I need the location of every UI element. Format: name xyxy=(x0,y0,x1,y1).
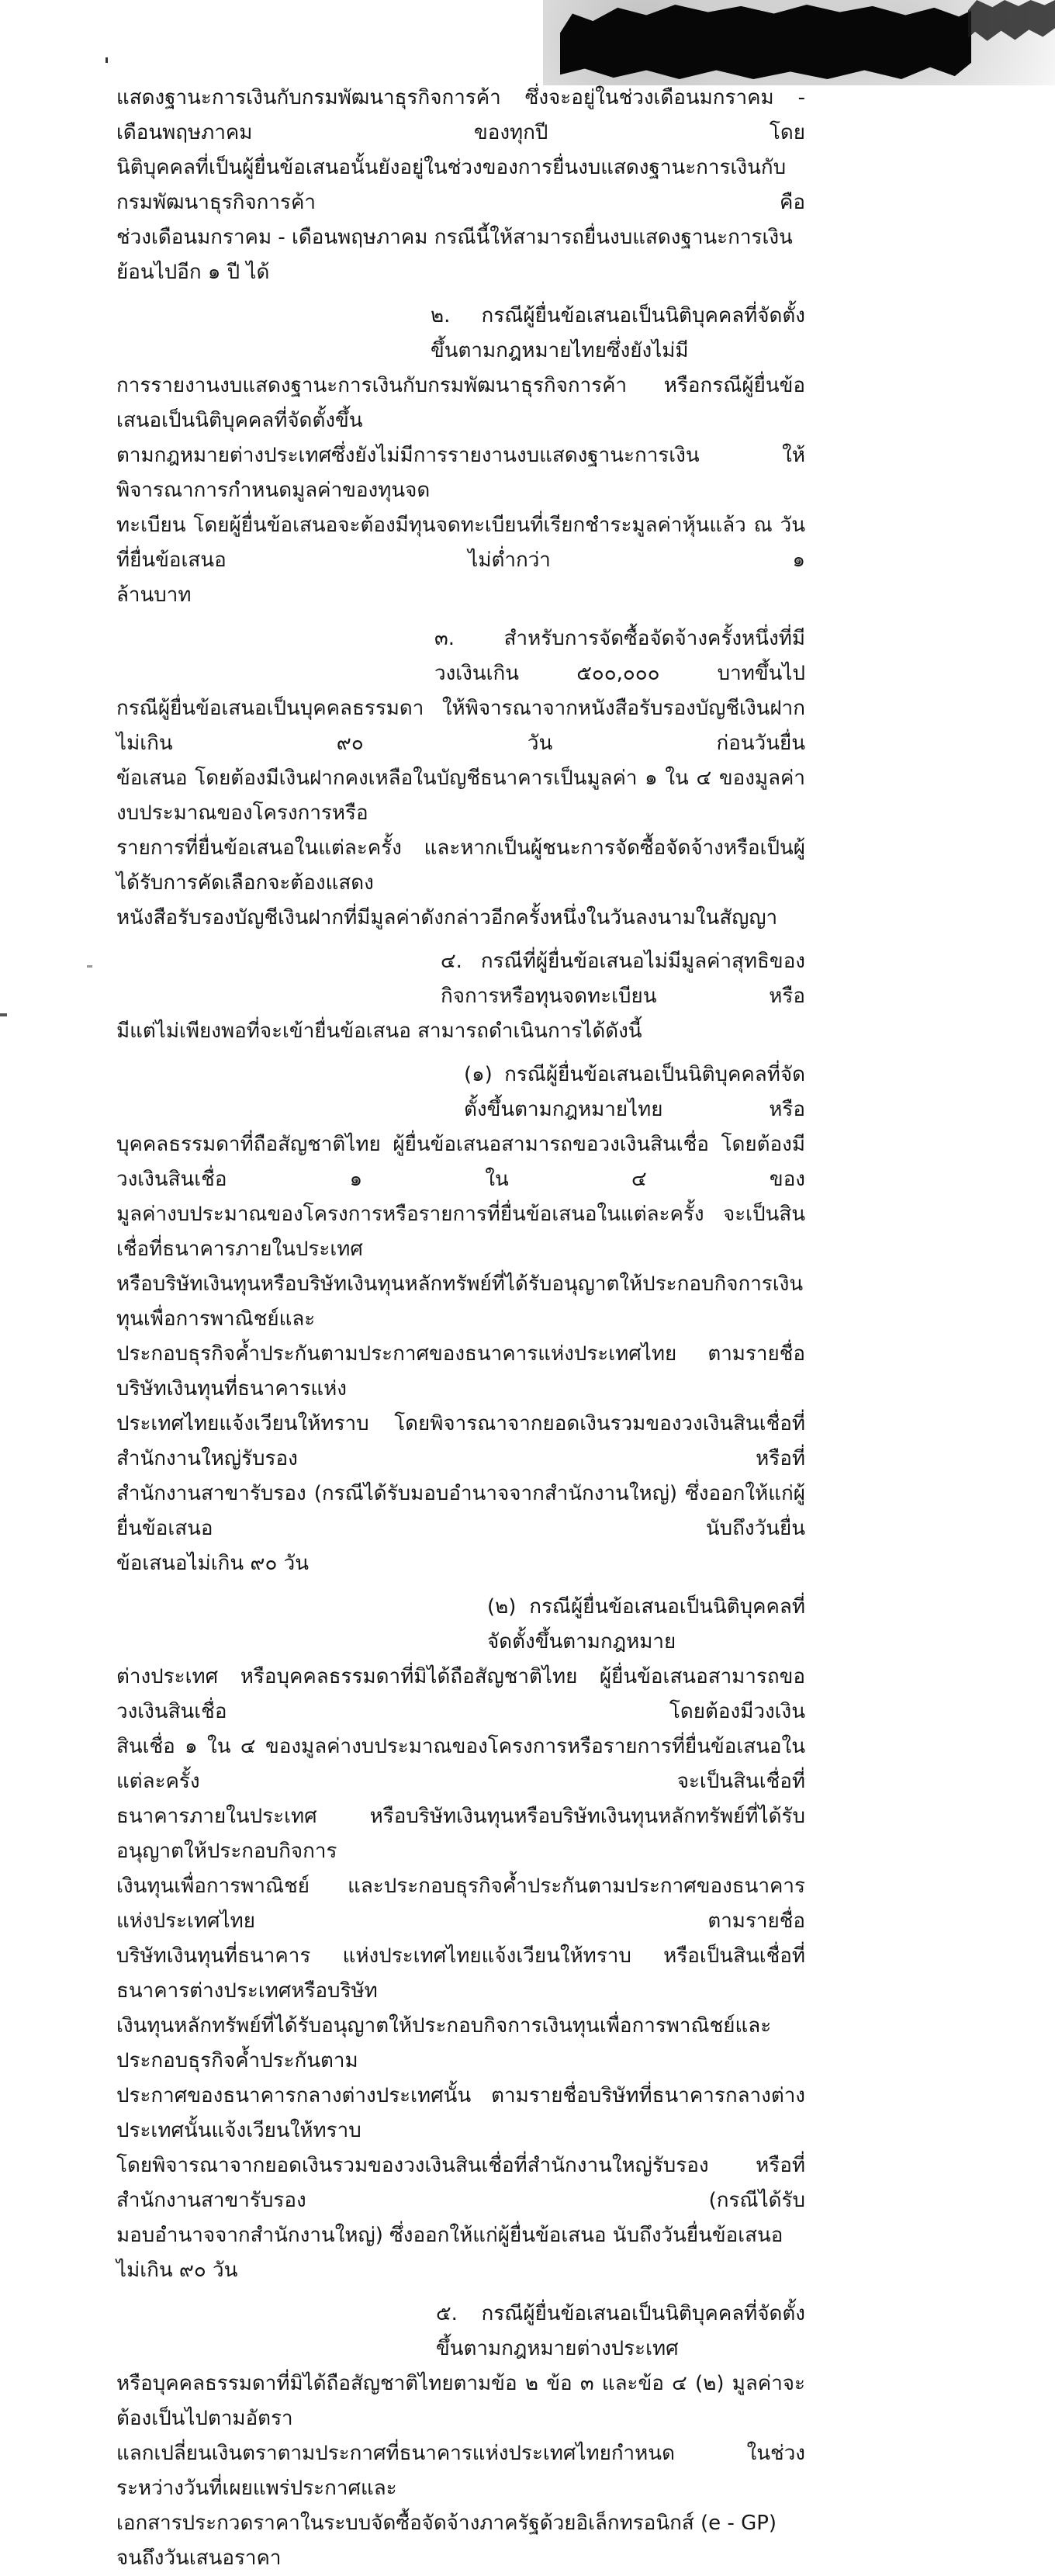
paragraph-clause-4 xyxy=(116,944,805,1049)
paragraph-sub-1 xyxy=(116,1058,805,1581)
text-line: ๕. กรณีผู้ยื่นข้อเสนอเป็นนิติบุคคลที่จัดตั้งขึ้นตามกฎหมายต่างประเทศ xyxy=(436,2302,805,2360)
paragraph-clause-3 xyxy=(116,621,805,936)
text-line: สำนักงานสาขารับรอง (กรณีได้รับมอบอำนาจจากสำนักงานใหญ่) ซึ่งออกให้แก่ผู้ยื่นข้อเสนอ นับถึงวันยื่น xyxy=(116,1482,805,1540)
text-line: โดยพิจารณาจากยอดเงินรวมของวงเงินสินเชื่อที่สำนักงานใหญ่รับรอง หรือที่สำนักงานสาขารับรอง (กรณีได้รับ xyxy=(116,2154,805,2212)
paragraph-clause-5 xyxy=(116,2297,805,2576)
text-line: ๒. กรณีผู้ยื่นข้อเสนอเป็นนิติบุคคลที่จัดตั้งขึ้นตามกฎหมายไทยซึ่งยังไม่มี xyxy=(431,304,805,362)
text-line: เอกสารประกวดราคาในระบบจัดซื้อจัดจ้างภาครัฐด้วยอิเล็กทรอนิกส์ (e - GP) จนถึงวันเสนอราคา xyxy=(116,2512,777,2570)
text-line: ธนาคารภายในประเทศ หรือบริษัทเงินทุนหรือบริษัทเงินทุนหลักทรัพย์ที่ได้รับอนุญาตให้ประกอบกิจการ xyxy=(116,1805,805,1863)
text-line: รายการที่ยื่นข้อเสนอในแต่ละครั้ง และหากเป็นผู้ชนะการจัดซื้อจัดจ้างหรือเป็นผู้ได้รับการคัดเลือกจะต้องแสดง xyxy=(116,836,805,895)
text-line: ข้อเสนอไม่เกิน ๙๐ วัน xyxy=(116,1552,309,1575)
text-line: มูลค่างบประมาณของโครงการหรือรายการที่ยื่นข้อเสนอในแต่ละครั้ง จะเป็นสินเชื่อที่ธนาคารภายในประเทศ xyxy=(116,1203,805,1261)
scan-artifact-blob-right xyxy=(968,0,1055,51)
text-line: บุคคลธรรมดาที่ถือสัญชาติไทย ผู้ยื่นข้อเสนอสามารถขอวงเงินสินเชื่อ โดยต้องมีวงเงินสินเชื่อ ๑ ใน ๔ ของ xyxy=(116,1133,805,1191)
text-line: กรณีผู้ยื่นข้อเสนอเป็นบุคคลธรรมดา ให้พิจารณาจากหนังสือรับรองบัญชีเงินฝากไม่เกิน ๙๐ วัน ก่อนวันยื่น xyxy=(116,697,805,755)
text-line: (๑) กรณีผู้ยื่นข้อเสนอเป็นนิติบุคคลที่จัดตั้งขึ้นตามกฎหมายไทย หรือ xyxy=(464,1063,805,1121)
text-line: ประเทศไทยแจ้งเวียนให้ทราบ โดยพิจารณาจากยอดเงินรวมของวงเงินสินเชื่อที่สำนักงานใหญ่รับรอง หรือที่ xyxy=(116,1412,805,1470)
text-line: แลกเปลี่ยนเงินตราตามประกาศที่ธนาคารแห่งประเทศไทยกำหนด ในช่วงระหว่างวันที่เผยแพร่ประกาศและ xyxy=(116,2442,805,2500)
text-line: การรายงานงบแสดงฐานะการเงินกับกรมพัฒนาธุรกิจการค้า หรือกรณีผู้ยื่นข้อเสนอเป็นนิติบุคคลที่จัดตั้งขึ้น xyxy=(116,374,805,432)
text-line: นิติบุคคลที่เป็นผู้ยื่นข้อเสนอนั้นยังอยู่ในช่วงของการยื่นงบแสดงฐานะการเงินกับกรมพัฒนาธุรกิจการค้า คือ xyxy=(116,156,805,214)
text-line: เงินทุนเพื่อการพาณิชย์ และประกอบธุรกิจค้ำประกันตามประกาศของธนาคารแห่งประเทศไทย ตามรายชื่อ xyxy=(116,1875,805,1933)
text-line: แสดงฐานะการเงินกับกรมพัฒนาธุรกิจการค้า ซึ่งจะอยู่ในช่วงเดือนมกราคม - เดือนพฤษภาคม ของทุกปี โดย xyxy=(116,86,805,144)
paragraph-continuation xyxy=(116,81,805,290)
scan-speck-dash xyxy=(87,965,92,968)
text-line: ๔. กรณีที่ผู้ยื่นข้อเสนอไม่มีมูลค่าสุทธิของกิจการหรือทุนจดทะเบียน หรือ xyxy=(441,950,805,1008)
text-line: ข้อเสนอ โดยต้องมีเงินฝากคงเหลือในบัญชีธนาคารเป็นมูลค่า ๑ ใน ๔ ของมูลค่างบประมาณของโครงการหรือ xyxy=(116,767,805,825)
text-line: ทะเบียน โดยผู้ยื่นข้อเสนอจะต้องมีทุนจดทะเบียนที่เรียกชำระมูลค่าหุ้นแล้ว ณ วันที่ยื่นข้อเสนอ ไม่ต่ำกว่า ๑ xyxy=(116,514,805,572)
text-line: ประกอบธุรกิจค้ำประกันตามประกาศของธนาคารแห่งประเทศไทย ตามรายชื่อบริษัทเงินทุนที่ธนาคารแห่ง xyxy=(116,1342,805,1401)
text-line: ช่วงเดือนมกราคม - เดือนพฤษภาคม กรณีนี้ให้สามารถยื่นงบแสดงฐานะการเงินย้อนไปอีก ๑ ปี ได้ xyxy=(116,226,793,284)
text-line: ประกาศของธนาคารกลางต่างประเทศนั้น ตามรายชื่อบริษัทที่ธนาคารกลางต่างประเทศนั้นแจ้งเวียนให้ทราบ xyxy=(116,2084,805,2142)
text-line: มอบอำนาจจากสำนักงานใหญ่) ซึ่งออกให้แก่ผู้ยื่นข้อเสนอ นับถึงวันยื่นข้อเสนอไม่เกิน ๙๐ วัน xyxy=(116,2224,783,2282)
scan-speck-dot xyxy=(106,57,108,63)
text-line: บริษัทเงินทุนที่ธนาคาร แห่งประเทศไทยแจ้งเวียนให้ทราบ หรือเป็นสินเชื่อที่ธนาคารต่างประเทศหรือบริษัท xyxy=(116,1944,805,2003)
text-line: หรือบุคคลธรรมดาที่มิได้ถือสัญชาติไทยตามข้อ ๒ ข้อ ๓ และข้อ ๔ (๒) มูลค่าจะต้องเป็นไปตามอัตรา xyxy=(116,2372,805,2430)
text-line: สินเชื่อ ๑ ใน ๔ ของมูลค่างบประมาณของโครงการหรือรายการที่ยื่นข้อเสนอในแต่ละครั้ง จะเป็นสินเชื่อที่ xyxy=(116,1735,805,1793)
text-line: ต่างประเทศ หรือบุคคลธรรมดาที่มิได้ถือสัญชาติไทย ผู้ยื่นข้อเสนอสามารถขอวงเงินสินเชื่อ โดยต้องมีวงเงิน xyxy=(116,1665,805,1723)
document-body xyxy=(116,81,805,2576)
text-line: หรือบริษัทเงินทุนหรือบริษัทเงินทุนหลักทรัพย์ที่ได้รับอนุญาตให้ประกอบกิจการเงินทุนเพื่อการพาณิชย์และ xyxy=(116,1272,804,1331)
text-line: ๓. สำหรับการจัดซื้อจัดจ้างครั้งหนึ่งที่มีวงเงินเกิน ๕๐๐,๐๐๐ บาทขึ้นไป xyxy=(434,627,805,685)
text-line: ล้านบาท xyxy=(116,583,192,607)
text-line: ตามกฎหมายต่างประเทศซึ่งยังไม่มีการรายงานงบแสดงฐานะการเงิน ให้พิจารณาการกำหนดมูลค่าของทุนจด xyxy=(116,444,805,502)
text-line: เงินทุนหลักทรัพย์ที่ได้รับอนุญาตให้ประกอบกิจการเงินทุนเพื่อการพาณิชย์และประกอบธุรกิจค้ำประกันตาม xyxy=(116,2014,772,2072)
paragraph-clause-2 xyxy=(116,299,805,613)
text-line: หนังสือรับรองบัญชีเงินฝากที่มีมูลค่าดังกล่าวอีกครั้งหนึ่งในวันลงนามในสัญญา xyxy=(116,906,778,930)
text-line: (๒) กรณีผู้ยื่นข้อเสนอเป็นนิติบุคคลที่จัดตั้งขึ้นตามกฎหมาย xyxy=(487,1595,805,1653)
paragraph-sub-2 xyxy=(116,1590,805,2288)
text-line: มีแต่ไม่เพียงพอที่จะเข้ายื่นข้อเสนอ สามารถดำเนินการได้ดังนี้ xyxy=(116,1020,642,1043)
scan-speck-edge xyxy=(0,1013,7,1016)
scan-artifact-blob xyxy=(560,5,971,79)
